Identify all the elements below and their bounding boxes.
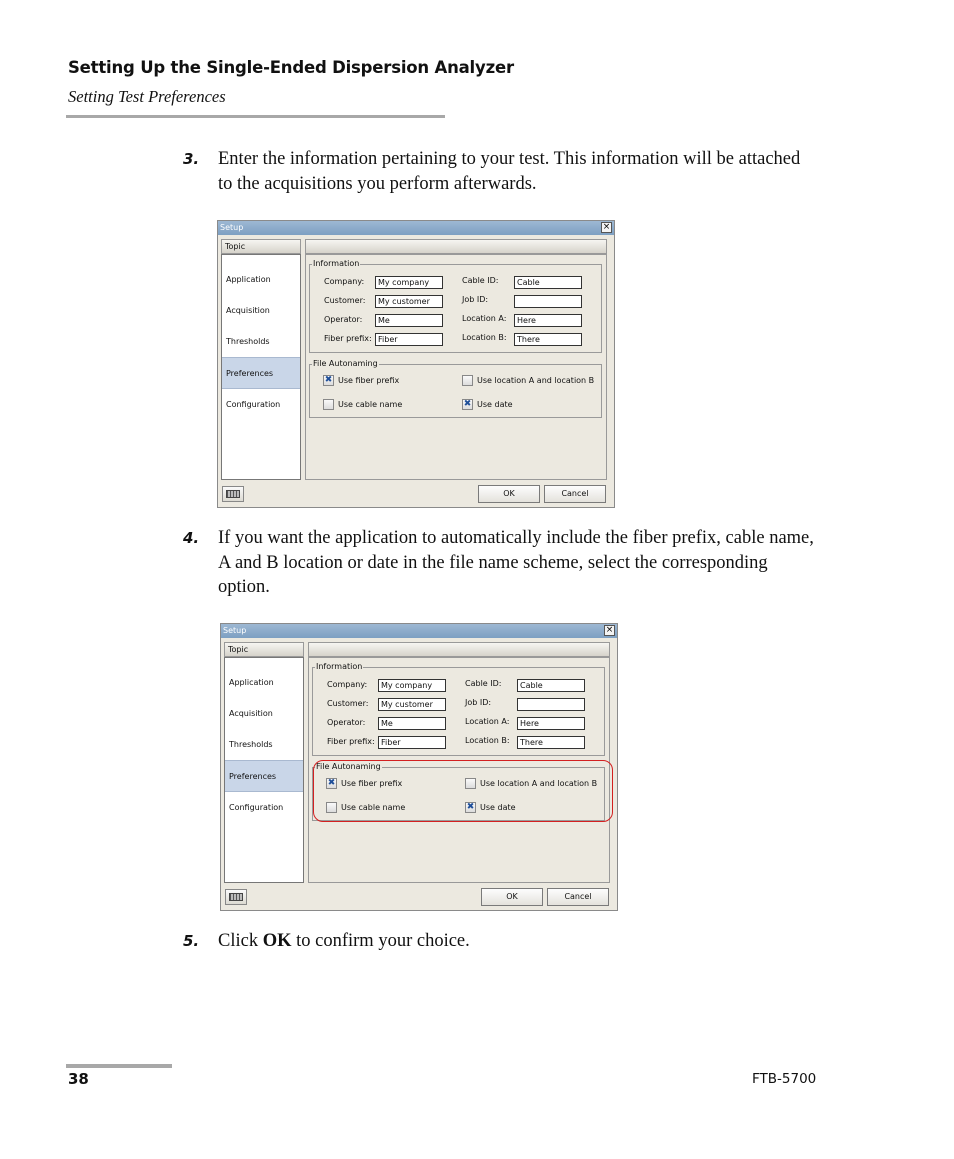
location-b-field[interactable]	[514, 333, 582, 346]
dialog-title: Setup	[223, 626, 247, 635]
fiber-prefix-field[interactable]	[378, 736, 446, 749]
use-date-checkbox[interactable]: ✖	[463, 399, 472, 409]
use-date-checkbox[interactable]: ✖	[466, 802, 475, 812]
location-b-field[interactable]	[517, 736, 585, 749]
cancel-button[interactable]: Cancel	[544, 485, 606, 503]
location-a-field[interactable]	[514, 314, 582, 327]
customer-field[interactable]	[378, 698, 446, 711]
topic-label: Application	[226, 275, 271, 284]
step-number: 3.	[183, 150, 200, 168]
customer-value: My customer	[381, 700, 433, 709]
information-group	[312, 662, 605, 756]
operator-label: Operator:	[324, 315, 363, 324]
ok-button[interactable]: OK	[481, 888, 543, 906]
customer-value: My customer	[378, 297, 430, 306]
location-a-value: Here	[520, 719, 539, 728]
topic-label: Preferences	[229, 772, 277, 781]
topic-list	[221, 254, 301, 480]
use-date-label: Use date	[477, 400, 513, 409]
operator-value: Me	[381, 719, 393, 728]
topic-item-acquisition[interactable]	[222, 295, 300, 325]
header-title: Setting Up the Single-Ended Dispersion Analyzer	[68, 58, 514, 77]
dialog-title-bar	[221, 624, 617, 638]
use-date-label: Use date	[480, 803, 516, 812]
fiber-prefix-label: Fiber prefix:	[327, 737, 375, 746]
company-field[interactable]	[375, 276, 443, 289]
job-id-field[interactable]	[514, 295, 582, 308]
cable-id-label: Cable ID:	[462, 276, 499, 285]
page-number: 38	[68, 1070, 89, 1088]
ok-reference: OK	[262, 931, 292, 951]
topic-label: Acquisition	[226, 306, 270, 315]
topic-item-preferences[interactable]	[222, 357, 300, 389]
topic-label: Thresholds	[229, 740, 273, 749]
use-location-label: Use location A and location B	[480, 779, 598, 788]
use-cable-name-label: Use cable name	[338, 400, 403, 409]
highlight-outline	[313, 760, 613, 822]
topic-label: Thresholds	[226, 337, 270, 346]
topic-item-configuration[interactable]	[222, 389, 300, 419]
use-fiber-prefix-checkbox[interactable]: ✖	[327, 778, 336, 788]
customer-field[interactable]	[375, 295, 443, 308]
main-panel-header	[305, 239, 607, 254]
use-fiber-prefix-checkbox[interactable]: ✖	[324, 375, 333, 385]
footer-rule	[66, 1064, 172, 1068]
customer-label: Customer:	[324, 296, 366, 305]
operator-label: Operator:	[327, 718, 366, 727]
job-id-label: Job ID:	[462, 295, 489, 304]
topic-label: Application	[229, 678, 274, 687]
setup-dialog	[220, 623, 618, 911]
location-a-value: Here	[517, 316, 536, 325]
fiber-prefix-value: Fiber	[378, 335, 398, 344]
topic-header	[221, 239, 301, 254]
product-name: FTB-5700	[752, 1071, 817, 1087]
location-b-label: Location B:	[465, 736, 510, 745]
file-autonaming-legend: File Autonaming	[313, 359, 378, 368]
keyboard-icon[interactable]	[225, 889, 247, 905]
operator-value: Me	[378, 316, 390, 325]
topic-list	[224, 657, 304, 883]
location-b-value: There	[520, 738, 543, 747]
information-legend: Information	[316, 662, 363, 671]
cable-id-field[interactable]	[517, 679, 585, 692]
close-icon[interactable]: ×	[605, 625, 614, 635]
company-label: Company:	[324, 277, 365, 286]
location-a-label: Location A:	[462, 314, 507, 323]
topic-item-thresholds[interactable]	[222, 326, 300, 356]
information-legend: Information	[313, 259, 360, 268]
location-b-value: There	[517, 335, 540, 344]
topic-header	[224, 642, 304, 657]
use-cable-name-checkbox[interactable]	[323, 399, 334, 410]
location-a-field[interactable]	[517, 717, 585, 730]
topic-item-thresholds[interactable]	[225, 729, 303, 759]
step-text: If you want the application to automatically include the fiber prefix, cable name, A and B location or date in the file name scheme, select the corresponding option.	[218, 528, 814, 597]
file-autonaming-group	[309, 359, 602, 418]
file-autonaming-legend: File Autonaming	[316, 762, 381, 771]
use-location-checkbox[interactable]	[462, 375, 473, 386]
company-value: My company	[378, 278, 430, 287]
company-label: Company:	[327, 680, 368, 689]
use-location-label: Use location A and location B	[477, 376, 595, 385]
step-number: 4.	[183, 529, 200, 547]
fiber-prefix-field[interactable]	[375, 333, 443, 346]
topic-item-application[interactable]	[225, 667, 303, 697]
location-b-label: Location B:	[462, 333, 507, 342]
cable-id-label: Cable ID:	[465, 679, 502, 688]
main-panel-header	[308, 642, 610, 657]
job-id-field[interactable]	[517, 698, 585, 711]
step-text-pre: Click	[218, 931, 263, 951]
topic-item-application[interactable]	[222, 264, 300, 294]
setup-dialog	[217, 220, 615, 508]
topic-label: Configuration	[226, 400, 281, 409]
cable-id-value: Cable	[517, 278, 540, 287]
ok-button[interactable]: OK	[478, 485, 540, 503]
dialog-title-bar	[218, 221, 614, 235]
location-a-label: Location A:	[465, 717, 510, 726]
step-text-post: to confirm your choice.	[291, 931, 470, 951]
cable-id-field[interactable]	[514, 276, 582, 289]
cable-id-value: Cable	[520, 681, 543, 690]
company-value: My company	[381, 681, 433, 690]
cancel-button[interactable]: Cancel	[547, 888, 609, 906]
topic-header-label: Topic	[225, 242, 246, 251]
header-rule	[66, 115, 445, 118]
close-icon[interactable]: ×	[602, 222, 611, 232]
topic-header-label: Topic	[228, 645, 249, 654]
step-number: 5.	[183, 932, 200, 950]
topic-label: Acquisition	[229, 709, 273, 718]
keyboard-icon[interactable]	[222, 486, 244, 502]
company-field[interactable]	[378, 679, 446, 692]
header-subtitle: Setting Test Preferences	[68, 87, 226, 106]
fiber-prefix-label: Fiber prefix:	[324, 334, 372, 343]
topic-item-configuration[interactable]	[225, 792, 303, 822]
topic-label: Preferences	[226, 369, 274, 378]
dialog-title: Setup	[220, 223, 244, 232]
topic-label: Configuration	[229, 803, 284, 812]
use-fiber-prefix-label: Use fiber prefix	[341, 779, 403, 788]
topic-item-preferences[interactable]	[225, 760, 303, 792]
use-fiber-prefix-label: Use fiber prefix	[338, 376, 400, 385]
step-text	[218, 929, 818, 954]
fiber-prefix-value: Fiber	[381, 738, 401, 747]
step-text: Enter the information pertaining to your test. This information will be attached to the acquisitions you perform afterwards.	[218, 149, 801, 194]
topic-item-acquisition[interactable]	[225, 698, 303, 728]
information-group	[309, 259, 602, 353]
customer-label: Customer:	[327, 699, 369, 708]
operator-field[interactable]	[378, 717, 446, 730]
job-id-label: Job ID:	[465, 698, 492, 707]
use-cable-name-label: Use cable name	[341, 803, 406, 812]
operator-field[interactable]	[375, 314, 443, 327]
